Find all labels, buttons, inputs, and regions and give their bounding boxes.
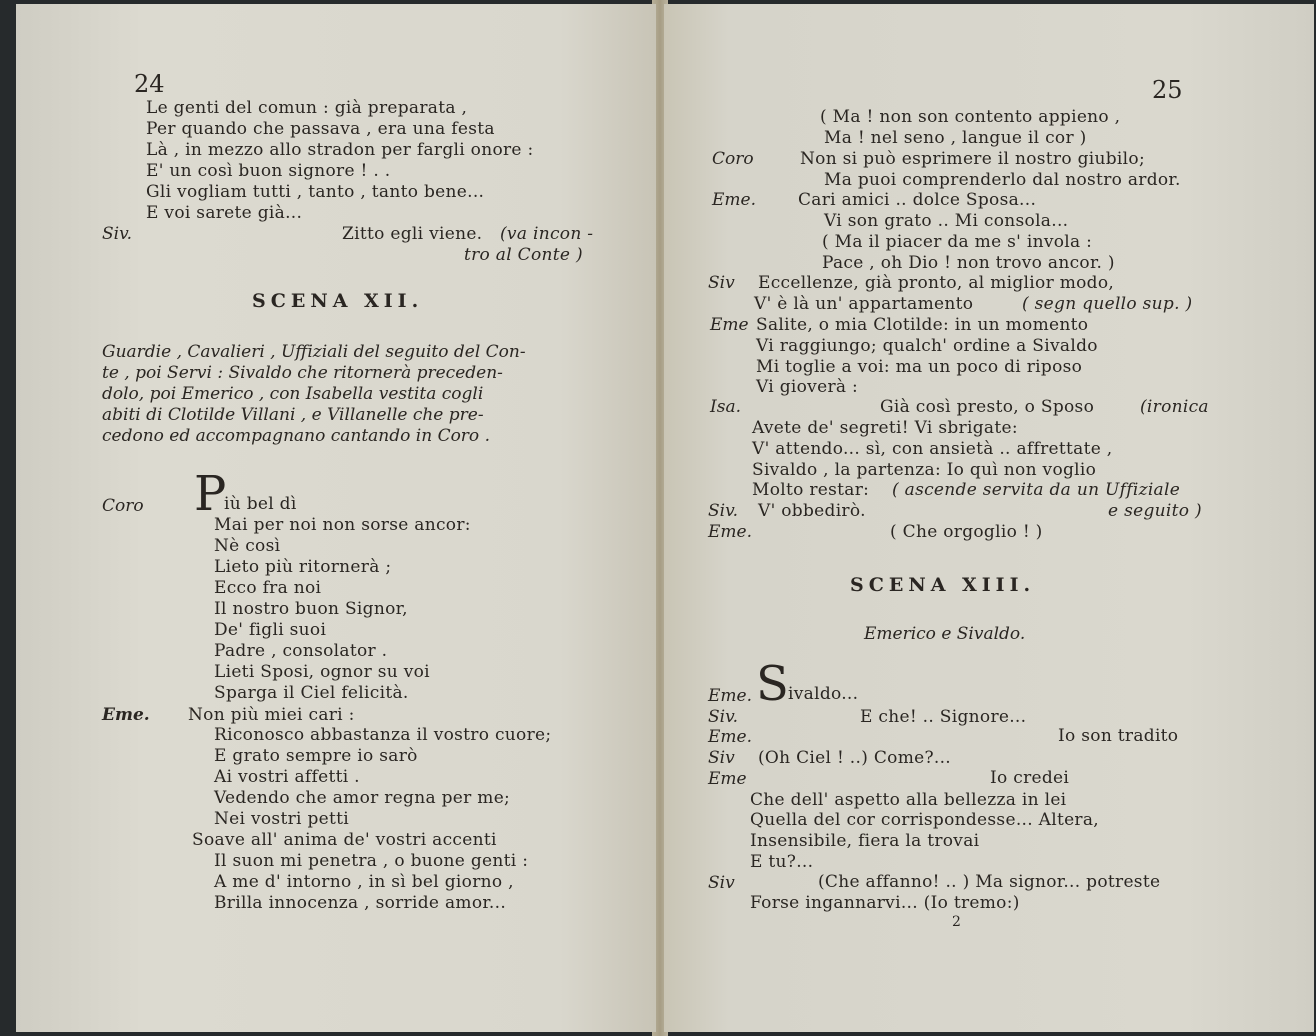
stage-description: dolo, poi Emerico , con Isabella vestita cogli <box>102 384 484 404</box>
text-line: Il suon mi penetra , o buone genti : <box>214 851 529 871</box>
text-line: Avete de' segreti! Vi sbrigate: <box>752 418 1018 438</box>
right-page <box>664 4 1314 1032</box>
text-line: Zitto egli viene. <box>342 224 483 244</box>
drop-cap: P <box>194 466 227 522</box>
scene-subtitle: Emerico e Sivaldo. <box>864 624 1026 644</box>
text-line: Pace , oh Dio ! non trovo ancor. ) <box>822 253 1115 273</box>
text-line: Mi toglie a voi: ma un poco di riposo <box>756 357 1083 377</box>
text-line: Vi son grato .. Mi consola... <box>824 211 1069 231</box>
text-line: Ma ! nel seno , langue il cor ) <box>824 128 1087 148</box>
text-line: ( Ma il piacer da me s' invola : <box>822 232 1093 252</box>
text-line: Io credei <box>990 768 1070 788</box>
text-line: Non più miei cari : <box>188 705 355 725</box>
speaker-label: Eme <box>708 769 747 789</box>
left-page <box>16 4 656 1032</box>
stage-direction: (ironica <box>1140 397 1209 417</box>
text-line: Che dell' aspetto alla bellezza in lei <box>750 790 1067 810</box>
text-line: Ma puoi comprenderlo dal nostro ardor. <box>824 170 1181 190</box>
stage-direction: e seguito ) <box>1108 501 1202 521</box>
speaker-label: Siv <box>708 873 735 893</box>
text-line: (Che affanno! .. ) Ma signor... potreste <box>818 872 1161 892</box>
text-line: Brilla innocenza , sorride amor... <box>214 893 507 913</box>
text-line: Lieti Sposi, ognor su voi <box>214 662 430 682</box>
text-line: Molto restar: <box>752 480 870 500</box>
text-line: Insensibile, fiera la trovai <box>750 831 980 851</box>
text-line: De' figli suoi <box>214 620 327 640</box>
speaker-label: Siv. <box>708 707 739 727</box>
text-line: Le genti del comun : già preparata , <box>146 98 468 118</box>
text-line: Il nostro buon Signor, <box>214 599 408 619</box>
text-line: A me d' intorno , in sì bel giorno , <box>214 872 514 892</box>
text-line: V' attendo... sì, con ansietà .. affrettate , <box>752 439 1113 459</box>
speaker-label: Eme. <box>708 522 752 542</box>
drop-cap: S <box>756 656 789 712</box>
speaker-label: Coro <box>712 149 754 169</box>
page-number: 25 <box>1152 76 1183 104</box>
speaker-label: Siv. <box>708 501 739 521</box>
text-line: Non si può esprimere il nostro giubilo; <box>800 149 1145 169</box>
text-line: Riconosco abbastanza il vostro cuore; <box>214 725 552 745</box>
text-line: V' obbedirò. <box>758 501 866 521</box>
text-line: Per quando che passava , era una festa <box>146 119 495 139</box>
stage-direction: (va incon - <box>500 224 594 244</box>
speaker-label: Eme. <box>708 727 752 747</box>
speaker-label: Siv <box>708 273 735 293</box>
text-line: iù bel dì <box>224 494 297 514</box>
text-line: Vi gioverà : <box>756 377 859 397</box>
speaker-label: Eme. <box>102 705 150 725</box>
text-line: Padre , consolator . <box>214 641 388 661</box>
text-line: Io son tradito <box>1058 726 1179 746</box>
text-line: Quella del cor corrispondesse... Altera, <box>750 810 1100 830</box>
scene-title: SCENA XIII. <box>850 574 1036 596</box>
speaker-label: Eme. <box>708 686 752 706</box>
speaker-label: Coro <box>102 496 144 516</box>
text-line: Là , in mezzo allo stradon per fargli onore : <box>146 140 534 160</box>
text-line: Eccellenze, già pronto, al miglior modo, <box>758 273 1115 293</box>
speaker-label: Siv <box>708 748 735 768</box>
stage-description: abiti di Clotilde Villani , e Villanelle che pre- <box>102 405 484 425</box>
stage-direction: tro al Conte ) <box>464 245 583 265</box>
stage-direction: ( ascende servita da un Uffiziale <box>892 480 1181 500</box>
stage-description: cedono ed accompagnano cantando in Coro . <box>102 426 490 446</box>
page-number: 24 <box>134 70 165 98</box>
stage-description: Guardie , Cavalieri , Uffiziali del seguito del Con- <box>102 342 526 362</box>
text-line: E grato sempre io sarò <box>214 746 418 766</box>
text-line: Vedendo che amor regna per me; <box>214 788 511 808</box>
text-line: Sparga il Ciel felicità. <box>214 683 409 703</box>
text-line: Nè così <box>214 536 281 556</box>
speaker-label: Isa. <box>710 397 741 417</box>
text-line: ivaldo... <box>788 684 859 704</box>
stage-direction: ( segn quello sup. ) <box>1022 294 1193 314</box>
text-line: Soave all' anima de' vostri accenti <box>192 830 497 850</box>
text-line: Mai per noi non sorse ancor: <box>214 515 471 535</box>
text-line: Gli vogliam tutti , tanto , tanto bene... <box>146 182 485 202</box>
text-line: E' un così buon signore ! . . <box>146 161 391 181</box>
text-line: Forse ingannarvi... (Io tremo:) <box>750 893 1020 913</box>
text-line: Ai vostri affetti . <box>214 767 360 787</box>
text-line: Già così presto, o Sposo <box>880 397 1095 417</box>
text-line: V' è là un' appartamento <box>754 294 974 314</box>
stage-description: te , poi Servi : Sivaldo che ritornerà preceden- <box>102 363 503 383</box>
text-line: Sivaldo , la partenza: Io quì non voglio <box>752 460 1097 480</box>
signature-mark: 2 <box>952 914 962 930</box>
text-line: E che! .. Signore... <box>860 707 1027 727</box>
speaker-label: Siv. <box>102 224 133 244</box>
text-line: Lieto più ritornerà ; <box>214 557 392 577</box>
text-line: Cari amici .. dolce Sposa... <box>798 190 1037 210</box>
speaker-label: Eme. <box>712 190 756 210</box>
text-line: E tu?... <box>750 852 814 872</box>
text-line: Salite, o mia Clotilde: in un momento <box>756 315 1089 335</box>
text-line: ( Che orgoglio ! ) <box>890 522 1043 542</box>
text-line: Ecco fra noi <box>214 578 322 598</box>
speaker-label: Eme <box>710 315 749 335</box>
scene-title: SCENA XII. <box>252 290 424 312</box>
text-line: (Oh Ciel ! ..) Come?... <box>758 748 951 768</box>
text-line: Vi raggiungo; qualch' ordine a Sivaldo <box>756 336 1098 356</box>
text-line: ( Ma ! non son contento appieno , <box>820 107 1121 127</box>
text-line: Nei vostri petti <box>214 809 349 829</box>
text-line: E voi sarete già... <box>146 203 303 223</box>
